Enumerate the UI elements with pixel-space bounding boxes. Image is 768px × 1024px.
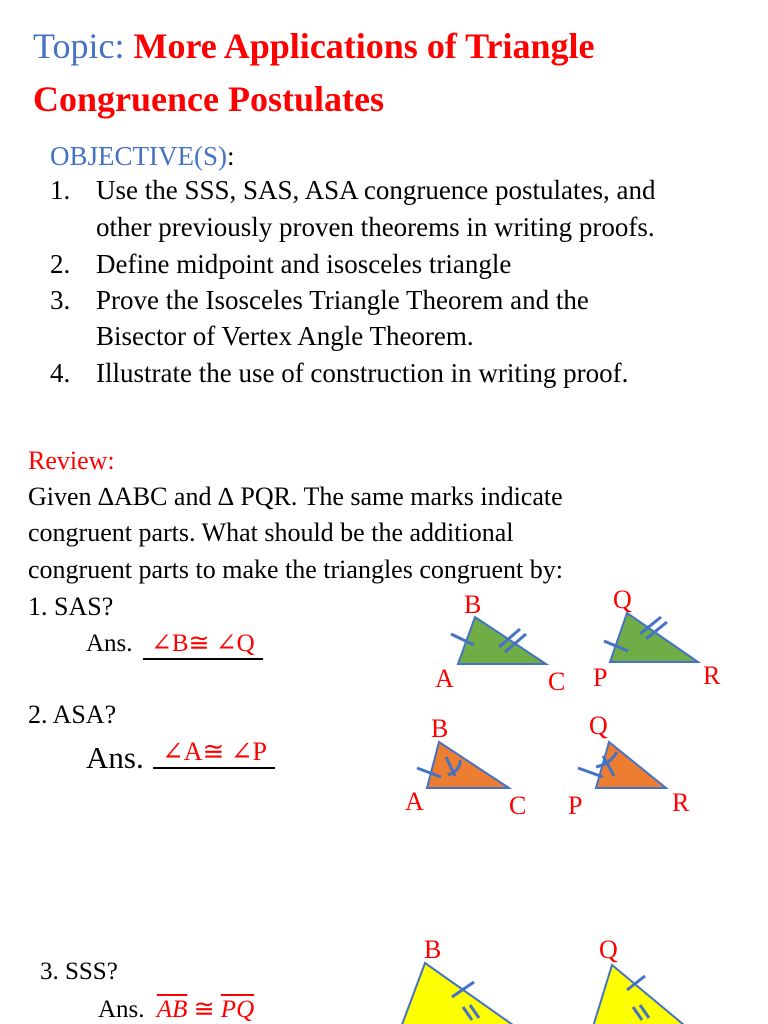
topic-title-line2: Congruence Postulates — [33, 79, 384, 119]
vertex-label-a: A — [435, 664, 454, 693]
answer-prefix: Ans. — [86, 630, 133, 657]
asa-triangle-pqr — [578, 742, 666, 788]
vertex-label-b: B — [464, 590, 482, 619]
objective-text: Illustrate the use of construction in writing proof. — [96, 358, 629, 388]
congruent-symbol: ≅ — [193, 996, 215, 1023]
vertex-label-a: A — [405, 787, 424, 816]
triangle-abc-fill — [427, 742, 509, 788]
review-heading: Review: — [28, 446, 115, 475]
vertex-label-q: Q — [613, 585, 632, 614]
review-intro-line3: congruent parts to make the triangles congruent by: — [28, 555, 564, 584]
review-intro-line2: congruent parts. What should be the additional — [28, 518, 514, 547]
objective-number: 4. — [50, 358, 71, 388]
objectives-heading-text: OBJECTIVE(S) — [50, 141, 227, 171]
question-asa: 2. ASA? — [28, 700, 117, 729]
triangle-pqr-fill — [610, 613, 698, 662]
answer-prefix: Ans. — [86, 740, 144, 775]
vertex-label-c: C — [509, 791, 527, 820]
objective-number: 3. — [50, 285, 71, 315]
vertex-label-q: Q — [599, 935, 618, 964]
segment-pq: $\overline{PQ}$ — [220, 996, 255, 1023]
objectives-heading-colon: : — [227, 141, 235, 171]
vertex-label-b: B — [431, 714, 449, 743]
sas-triangle-pqr — [604, 613, 698, 662]
segment-ab: $\overline{AB}$ — [156, 996, 188, 1023]
topic-label: Topic: — [33, 26, 125, 66]
tick-mark — [578, 768, 603, 777]
review-intro-line1: Given ∆ABC and ∆ PQR. The same marks indicate — [28, 482, 563, 511]
vertex-label-r: R — [672, 788, 690, 817]
objective-number: 1. — [50, 175, 71, 205]
answer-asa-value: ∠A≅ ∠P — [153, 737, 275, 769]
triangle-pqr-fill — [592, 965, 690, 1024]
vertex-label-r: R — [703, 661, 721, 690]
topic-title-line1: More Applications of Triangle — [133, 26, 595, 66]
objective-item-3-cont: Bisector of Vertex Angle Theorem. — [96, 321, 474, 351]
objective-number: 2. — [50, 249, 71, 279]
triangle-abc-fill — [400, 963, 520, 1024]
objective-text: Define midpoint and isosceles triangle — [96, 249, 512, 279]
sas-triangle-abc — [451, 617, 546, 664]
question-sss: 3. SSS? — [40, 958, 118, 985]
objective-text: Use the SSS, SAS, ASA congruence postulates, and — [96, 175, 656, 205]
vertex-label-q: Q — [589, 711, 608, 740]
objective-text: Prove the Isosceles Triangle Theorem and the — [96, 285, 589, 315]
asa-triangle-abc — [417, 742, 509, 788]
answer-sas-value: ∠B≅ ∠Q — [143, 628, 263, 660]
vertex-label-c: C — [548, 667, 566, 696]
answer-prefix: Ans. — [98, 996, 145, 1023]
sss-triangle-pqr — [592, 965, 690, 1024]
triangle-abc-fill — [458, 617, 546, 664]
question-sas: 1. SAS? — [28, 592, 114, 621]
objective-item-1-cont: other previously proven theorems in writing proofs. — [96, 212, 655, 242]
vertex-label-b: B — [424, 935, 442, 964]
vertex-label-p: P — [593, 663, 608, 692]
vertex-label-p: P — [568, 791, 583, 820]
sss-triangle-abc — [400, 963, 520, 1024]
